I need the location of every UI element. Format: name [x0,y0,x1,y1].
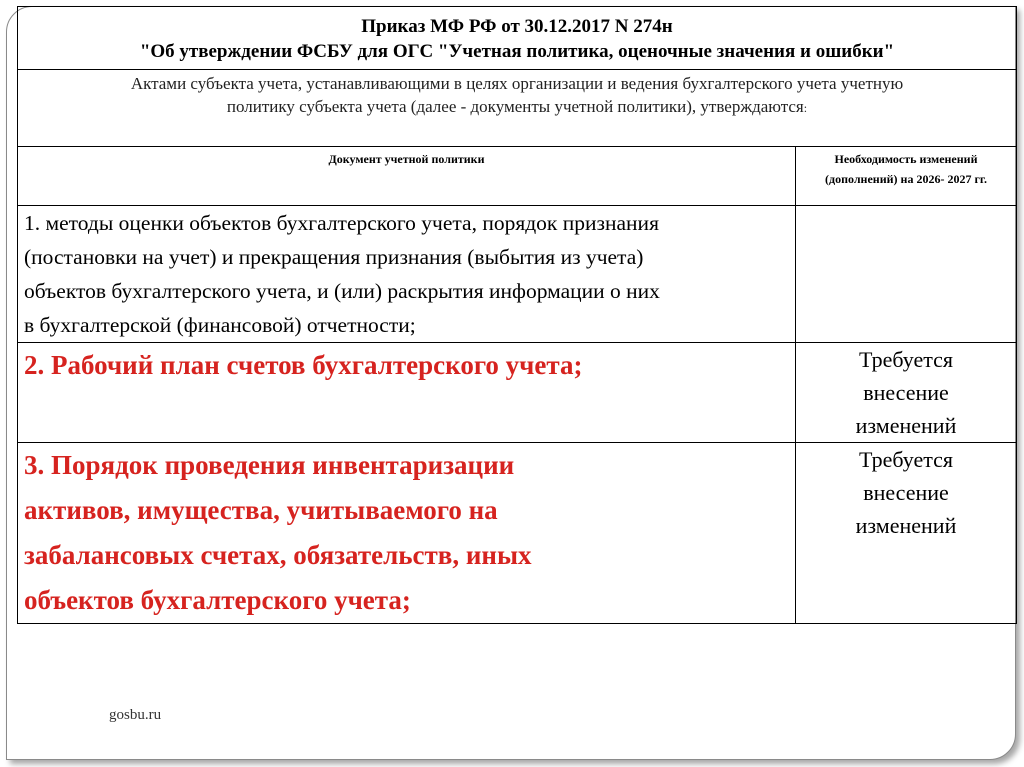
intro-text [18,70,1017,147]
row-1-line-1: 1. методы оценки объектов бухгалтерского учета, порядок признания [24,211,659,235]
row-2-document [18,343,796,443]
row-3-status-line-2: внесение [863,480,949,505]
header-changes-line-2: (дополнений) на 2026- 2027 гг. [825,172,987,186]
row-3-status-line-1: Требуется [859,447,953,472]
title-row [18,7,1017,70]
row-3-line-3: забалансовых счетах, обязательств, иных [24,540,532,570]
row-2-status-line-2: внесение [863,380,949,405]
header-changes-line-1: Необходимость изменений [834,152,978,166]
row-1-line-3: объектов бухгалтерского учета, и (или) раскрытия информации о них [24,279,660,303]
row-3-status [796,443,1017,624]
row-3-line-4: объектов бухгалтерского учета; [24,585,411,615]
title-line-1: Приказ МФ РФ от 30.12.2017 N 274н [361,16,673,37]
table-row [18,206,1017,343]
intro-line-2-tail: : [803,101,808,115]
table-row [18,343,1017,443]
source-link[interactable]: gosbu.ru [109,707,162,723]
header-row [18,147,1017,206]
row-3-line-1: 3. Порядок проведения инвентаризации [24,450,515,480]
row-3-document [18,443,796,624]
header-document-label: Документ учетной политики [328,152,485,166]
table-row [18,443,1017,624]
title-line-2: "Об утверждении ФСБУ для ОГС "Учетная политика, оценочные значения и ошибки" [139,41,895,62]
row-1-status [796,206,1017,343]
intro-line-2 [24,95,1010,120]
row-1-line-4: в бухгалтерской (финансовой) отчетности; [24,313,416,337]
row-2-status [796,343,1017,443]
intro-row [18,70,1017,147]
row-1-line-2: (постановки на учет) и прекращения признания (выбытия из учета) [24,245,644,269]
row-1-document [18,206,796,343]
header-changes [796,147,1017,206]
intro-line-2-text: политику субъекта учета (далее - документы учетной политики), утверждаются [226,97,804,116]
row-2-status-line-3: изменений [855,413,957,438]
row-2-status-line-1: Требуется [859,347,953,372]
document-title [18,7,1017,70]
row-2-line-1: 2. Рабочий план счетов бухгалтерского учета; [24,350,583,380]
accounting-policy-table [17,6,1017,624]
intro-line-1: Актами субъекта учета, устанавливающими в целях организации и ведения бухгалтерского учета учетную [130,74,904,93]
row-3-line-2: активов, имущества, учитываемого на [24,495,498,525]
row-3-status-line-3: изменений [855,513,957,538]
header-document [18,147,796,206]
